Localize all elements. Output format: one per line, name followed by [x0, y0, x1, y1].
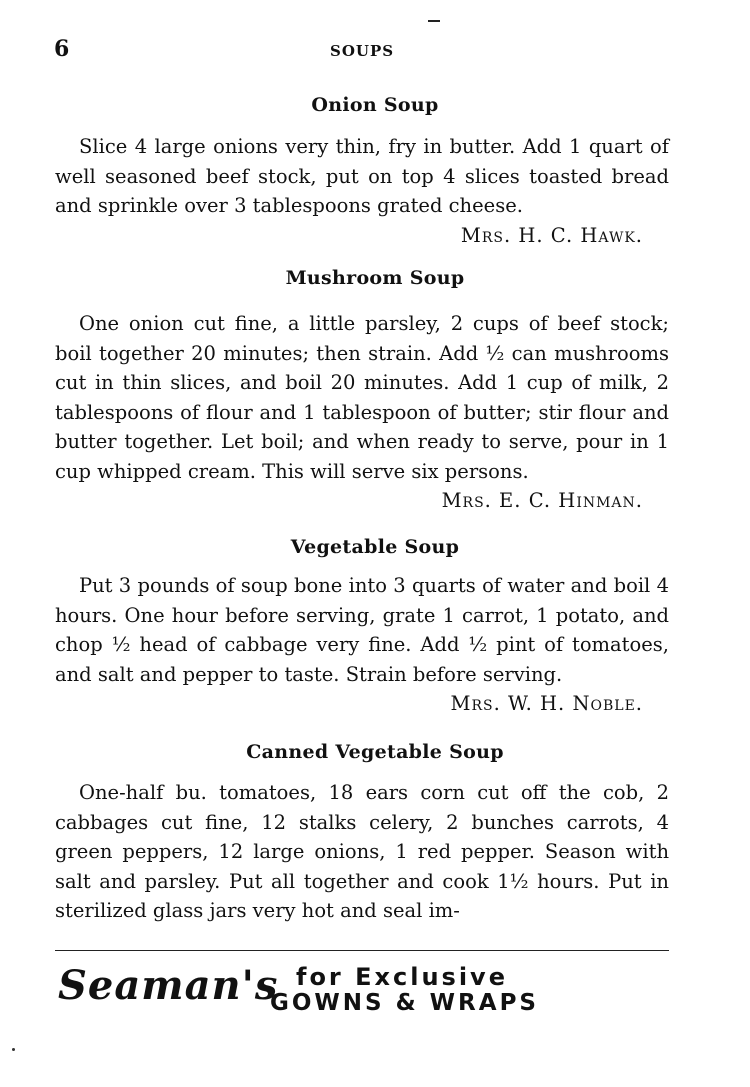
- recipe-title-onion-soup: Onion Soup: [311, 94, 439, 116]
- recipe-title-vegetable-soup: Vegetable Soup: [290, 536, 460, 558]
- ad-tagline: for Exclusive: [296, 963, 508, 991]
- page-number: 6: [54, 36, 70, 62]
- recipe-signature: Mrs. E. C. Hinman.: [441, 489, 643, 512]
- recipe-body-canned-vegetable-soup: [55, 778, 669, 926]
- recipe-body-mushroom-soup: [55, 309, 669, 516]
- ink-mark: [428, 20, 440, 22]
- ink-speck: [12, 1048, 15, 1051]
- recipe-text: Put 3 pounds of soup bone into 3 quarts of water and boil 4 hours. One hour before serving, grate 1 carrot, 1 potato, and chop ½ head of cabbage very fine. Add ½ pint of tomatoes, and salt and pepper to taste. Strain before serving.: [55, 574, 669, 686]
- ad-tagline-products: GOWNS & WRAPS: [270, 990, 539, 1016]
- recipe-text: Slice 4 large onions very thin, fry in butter. Add 1 quart of well seasoned beef stock, put on top 4 slices toasted bread and sprinkle over 3 tablespoons grated cheese.: [55, 135, 669, 217]
- recipe-text: One onion cut fine, a little parsley, 2 cups of beef stock; boil together 20 minutes; then strain. Add ½ can mushrooms cut in thin slices, and boil 20 minutes. Add 1 cup of milk, 2 tablespoons of flour and 1 tablespoon of butter; stir flour and butter together. Let boil; and when ready to serve, pour in 1 cup whipped cream. This will serve six persons.: [55, 312, 669, 483]
- recipe-title-mushroom-soup: Mushroom Soup: [285, 267, 465, 289]
- recipe-signature: Mrs. H. C. Hawk.: [460, 223, 643, 247]
- recipe-signature: Mrs. W. H. Noble.: [450, 692, 643, 715]
- recipe-text: One-half bu. tomatoes, 18 ears corn cut off the cob, 2 cabbages cut fine, 12 stalks celery, 2 bunches carrots, 4 green peppers, 12 large onions, 1 red pepper. Season with salt and parsley. Put all together and cook 1½ hours. Put in sterilized glass jars very hot and seal im-: [55, 781, 669, 922]
- recipe-body-onion-soup: [55, 132, 669, 250]
- running-head: SOUPS: [330, 42, 395, 60]
- ad-brand-name: Seaman's: [58, 962, 279, 1009]
- recipe-body-vegetable-soup: [55, 571, 669, 719]
- ad-divider: [55, 950, 669, 951]
- recipe-title-canned-vegetable-soup: Canned Vegetable Soup: [246, 741, 504, 763]
